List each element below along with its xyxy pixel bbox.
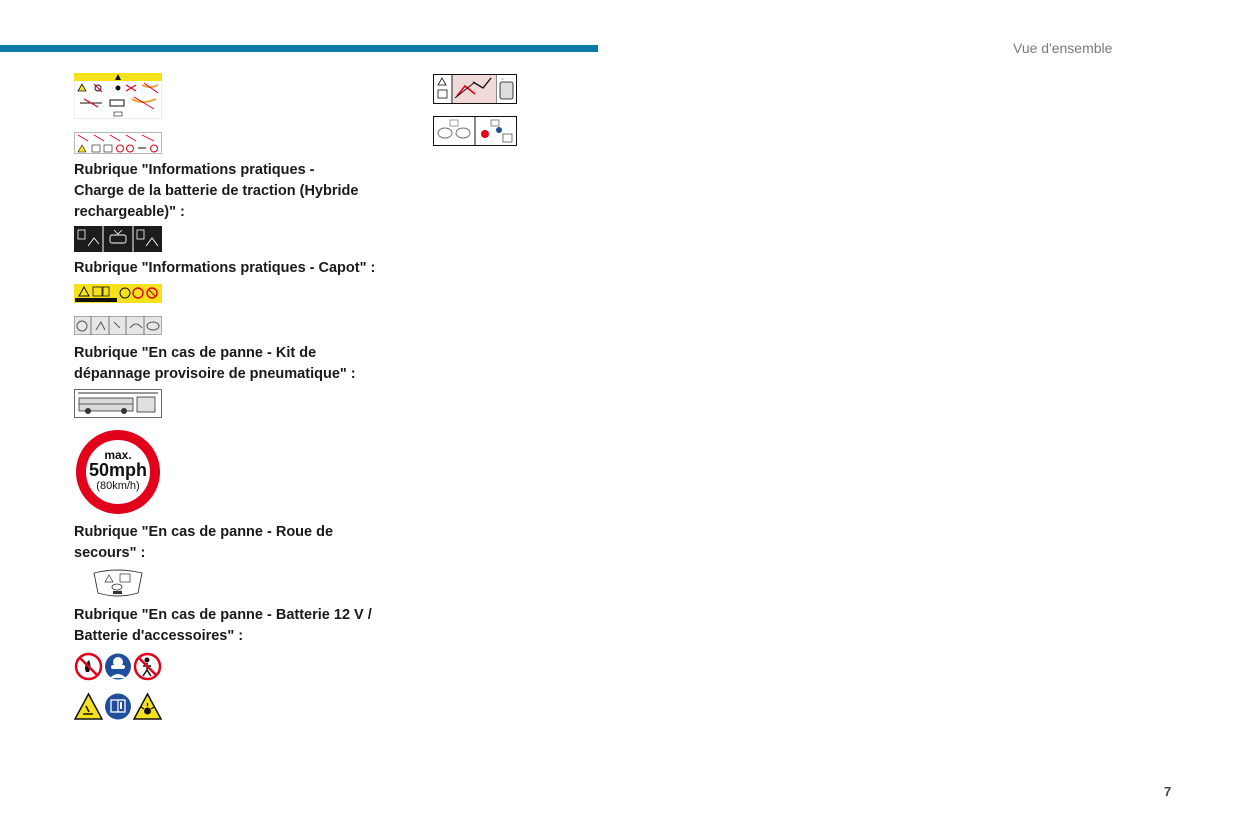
page-number: 7 xyxy=(1164,784,1172,799)
heading-spare-wheel: Rubrique "En cas de panne - Roue de secours" : xyxy=(74,524,334,561)
no-children-icon xyxy=(135,654,160,679)
top-accent-bar xyxy=(0,45,598,52)
read-manual-icon xyxy=(105,694,131,720)
label-stop-start-warning xyxy=(74,284,162,303)
explosion-warning-icon xyxy=(134,694,161,719)
speed-sign-max-label: max. xyxy=(104,448,132,462)
svg-text:~: ~ xyxy=(501,77,504,83)
label-tyre-repair-kit xyxy=(74,389,162,418)
heading-12v-battery: Rubrique "En cas de panne - Batterie 12 V / Batterie d'accessoires" : xyxy=(74,607,372,644)
label-wheel-instructions xyxy=(433,116,517,146)
warning-label-charging-strip xyxy=(74,132,162,154)
no-flame-icon xyxy=(76,654,101,679)
warning-label-charging-cables xyxy=(74,73,162,119)
heading-traction-battery-charging: Rubrique "Informations pratiques - Charge de la batterie de traction (Hybride rechargeable)" : xyxy=(74,162,359,220)
speed-sign-kmh-value: (80km/h) xyxy=(96,480,140,492)
label-charging-instructions xyxy=(74,226,162,252)
eye-protection-icon xyxy=(105,654,131,680)
heading-bonnet: Rubrique "Informations pratiques - Capot" : xyxy=(74,260,376,276)
battery-safety-icons-row2 xyxy=(74,692,162,721)
battery-safety-icons-row1 xyxy=(74,652,162,681)
heading-tyre-repair-kit: Rubrique "En cas de panne - Kit de dépannage provisoire de pneumatique" : xyxy=(74,345,356,382)
label-bonnet-instructions xyxy=(74,316,162,335)
label-esc-off xyxy=(93,569,143,598)
section-title: Vue d'ensemble xyxy=(1013,40,1113,56)
speed-limit-sign xyxy=(74,428,162,516)
speed-sign-mph-value: 50mph xyxy=(88,460,148,480)
label-charging-socket xyxy=(433,74,517,104)
corrosive-warning-icon xyxy=(75,694,102,719)
